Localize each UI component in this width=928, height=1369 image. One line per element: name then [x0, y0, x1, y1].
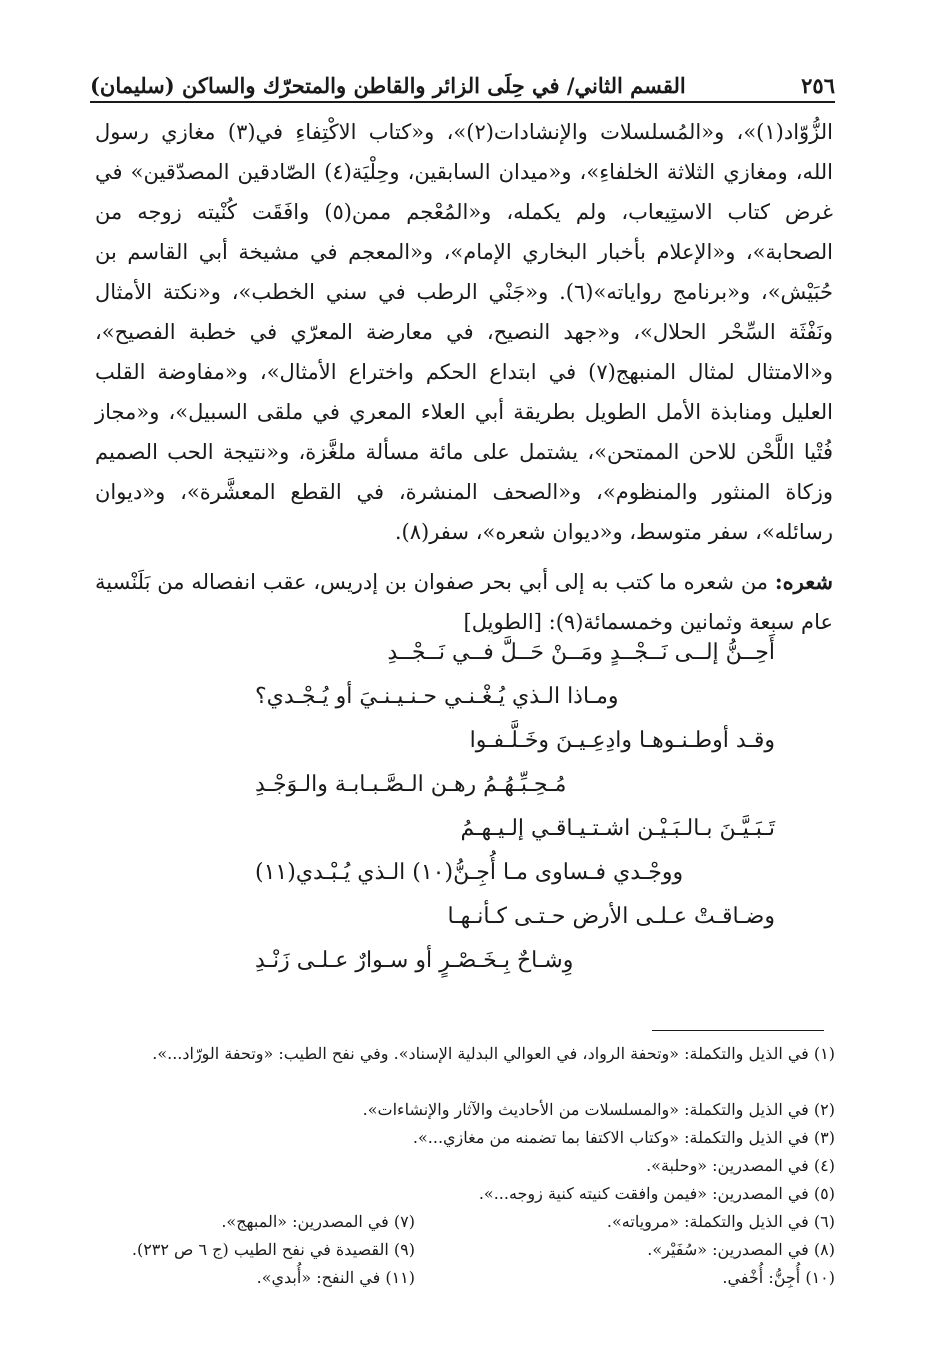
footnote-item: (٥) في المصدرين: «فيمن وافقت كنيته كنية زوجه...». [478, 1184, 835, 1203]
poem-hemistich: تَـبَـيَّـنَ بـالـبَـيْـن اشـتـيـاقـي إلـيـهـمُ [460, 816, 775, 841]
poem-hemistich: مُـحِـبِّـهُـمُ رهـن الـصَّـبـابـة والـوَجْـدِ [255, 772, 567, 797]
footnote-item: (٩) القصيدة في نفح الطيب (ج ٦ ص ٢٣٢). [131, 1240, 415, 1259]
footnote-item: (٤) في المصدرين: «وحلبة». [646, 1156, 835, 1175]
footnote-item: (٣) في الذيل والتكملة: «وكتاب الاكتفا بما تضمنه من مغازي...». [412, 1128, 835, 1147]
paragraph: الزُّوّاد(١)»، و«المُسلسلات والإنشادات(٢)»، و«كتاب الاكْتِفاءِ في(٣) مغازي رسول الله، ومغازي الثلاثة الخلفاءِ»، و«ميدان السابقين، وحِلْيَة(٤) الصّادقين المصدّقين» في غرض كتاب الاستِيعاب، ولم يكمله، و«المُعْجم ممن(٥) وافَقَت كُنْيته زوجه من الصحابة»، و«الإعلام بأخبار البخاري الإمام»، و«المعجم في مشيخة أبي القاسم بن حُبَيْش»، و«برنامج رواياته»(٦). و«جَنْي الرطب في سني الخطب»، و«نكتة الأمثال ونَفْثَة السِّحْر الحلال»، و«جهد النصيح، في معارضة المعرّي في خطبة الفصيح»، و«الامتثال لمثال المنبهج(٧) في ابتداع الحكم واختراع الأمثال»، و«مفاوضة القلب العليل ومنابذة الأمل الطويل بطريقة أبي العلاء المعري في ملقى السبيل»، و«مجاز فُتْيا اللَّحْن للاحن الممتحن»، يشتمل على مائة مسألة ملغَّزة، و«نتيجة الحب الصميم وزكاة المنثور والمنظوم»، و«الصحف المنشرة، في القطع المعشَّرة»، و«ديوان رسائله»، سفر متوسط، و«ديوان شعره»، سفر(٨). [95, 120, 834, 544]
footnote-item: (١٠) أُجِنُّ: أُخْفي. [722, 1268, 835, 1287]
running-title: القسم الثاني/ في حِلَى الزائر والقاطن والمتحرّك والساكن (سليمان) [90, 73, 686, 98]
footnote-item: (١) في الذيل والتكملة: «وتحفة الرواد، في العوالي البدلية الإسناد». وفي نفح الطيب: «وتحفة الورّاد...». [152, 1044, 835, 1063]
footnote-item: (٧) في المصدرين: «المبهج». [221, 1212, 415, 1231]
verse-intro [95, 562, 833, 642]
page-number: ٢٥٦ [801, 73, 835, 98]
poem-hemistich: أَحِــنُّ إلــى نَــجْــدٍ ومَــنْ حَــلَّ فــي نَــجْــدِ [387, 640, 775, 665]
verse-intro-text: من شعره ما كتب به إلى أبي بحر صفوان بن إدريس، عقب انفصاله من بَلَنْسية عام سبعة وثمانين وخمسمائة(٩): [الطويل] [95, 570, 833, 634]
main-text [95, 112, 833, 642]
poem-hemistich: ومـاذا الـذي يُـغْـنـي حـنـيـنـيَ أو يُـجْـدي؟ [255, 684, 619, 709]
poem-hemistich: وِشـاحٌ بِـخَـصْـرٍ أو سـوارٌ عـلـى زَنْـدِ [255, 948, 574, 973]
footnote-item: (٢) في الذيل والتكملة: «والمسلسلات من الأحاديث والآثار والإنشاءات». [362, 1100, 835, 1119]
poem-hemistich: وقـد أوطـنـوهـا وادِعِـيـنَ وخَـلَّـفـوا [469, 728, 775, 753]
footnote-item: (٦) في الذيل والتكملة: «مروياته». [606, 1212, 835, 1231]
poem-hemistich: وضـاقـتْ عـلـى الأرض حـتـى كـأنـهـا [447, 904, 775, 929]
footnote-divider [652, 1030, 824, 1031]
footnote-item: (٨) في المصدرين: «سُفَيْر». [647, 1240, 835, 1259]
verse-intro-label: شعره: [774, 569, 833, 594]
footnote-item: (١١) في النفح: «أُبدي». [256, 1268, 415, 1287]
page-header [90, 58, 835, 98]
poem-hemistich: ووجْـدي فـساوى مـا أُجِـنُّ(١٠) الـذي يُـبْـدي(١١) [255, 860, 684, 885]
header-divider [90, 101, 835, 103]
